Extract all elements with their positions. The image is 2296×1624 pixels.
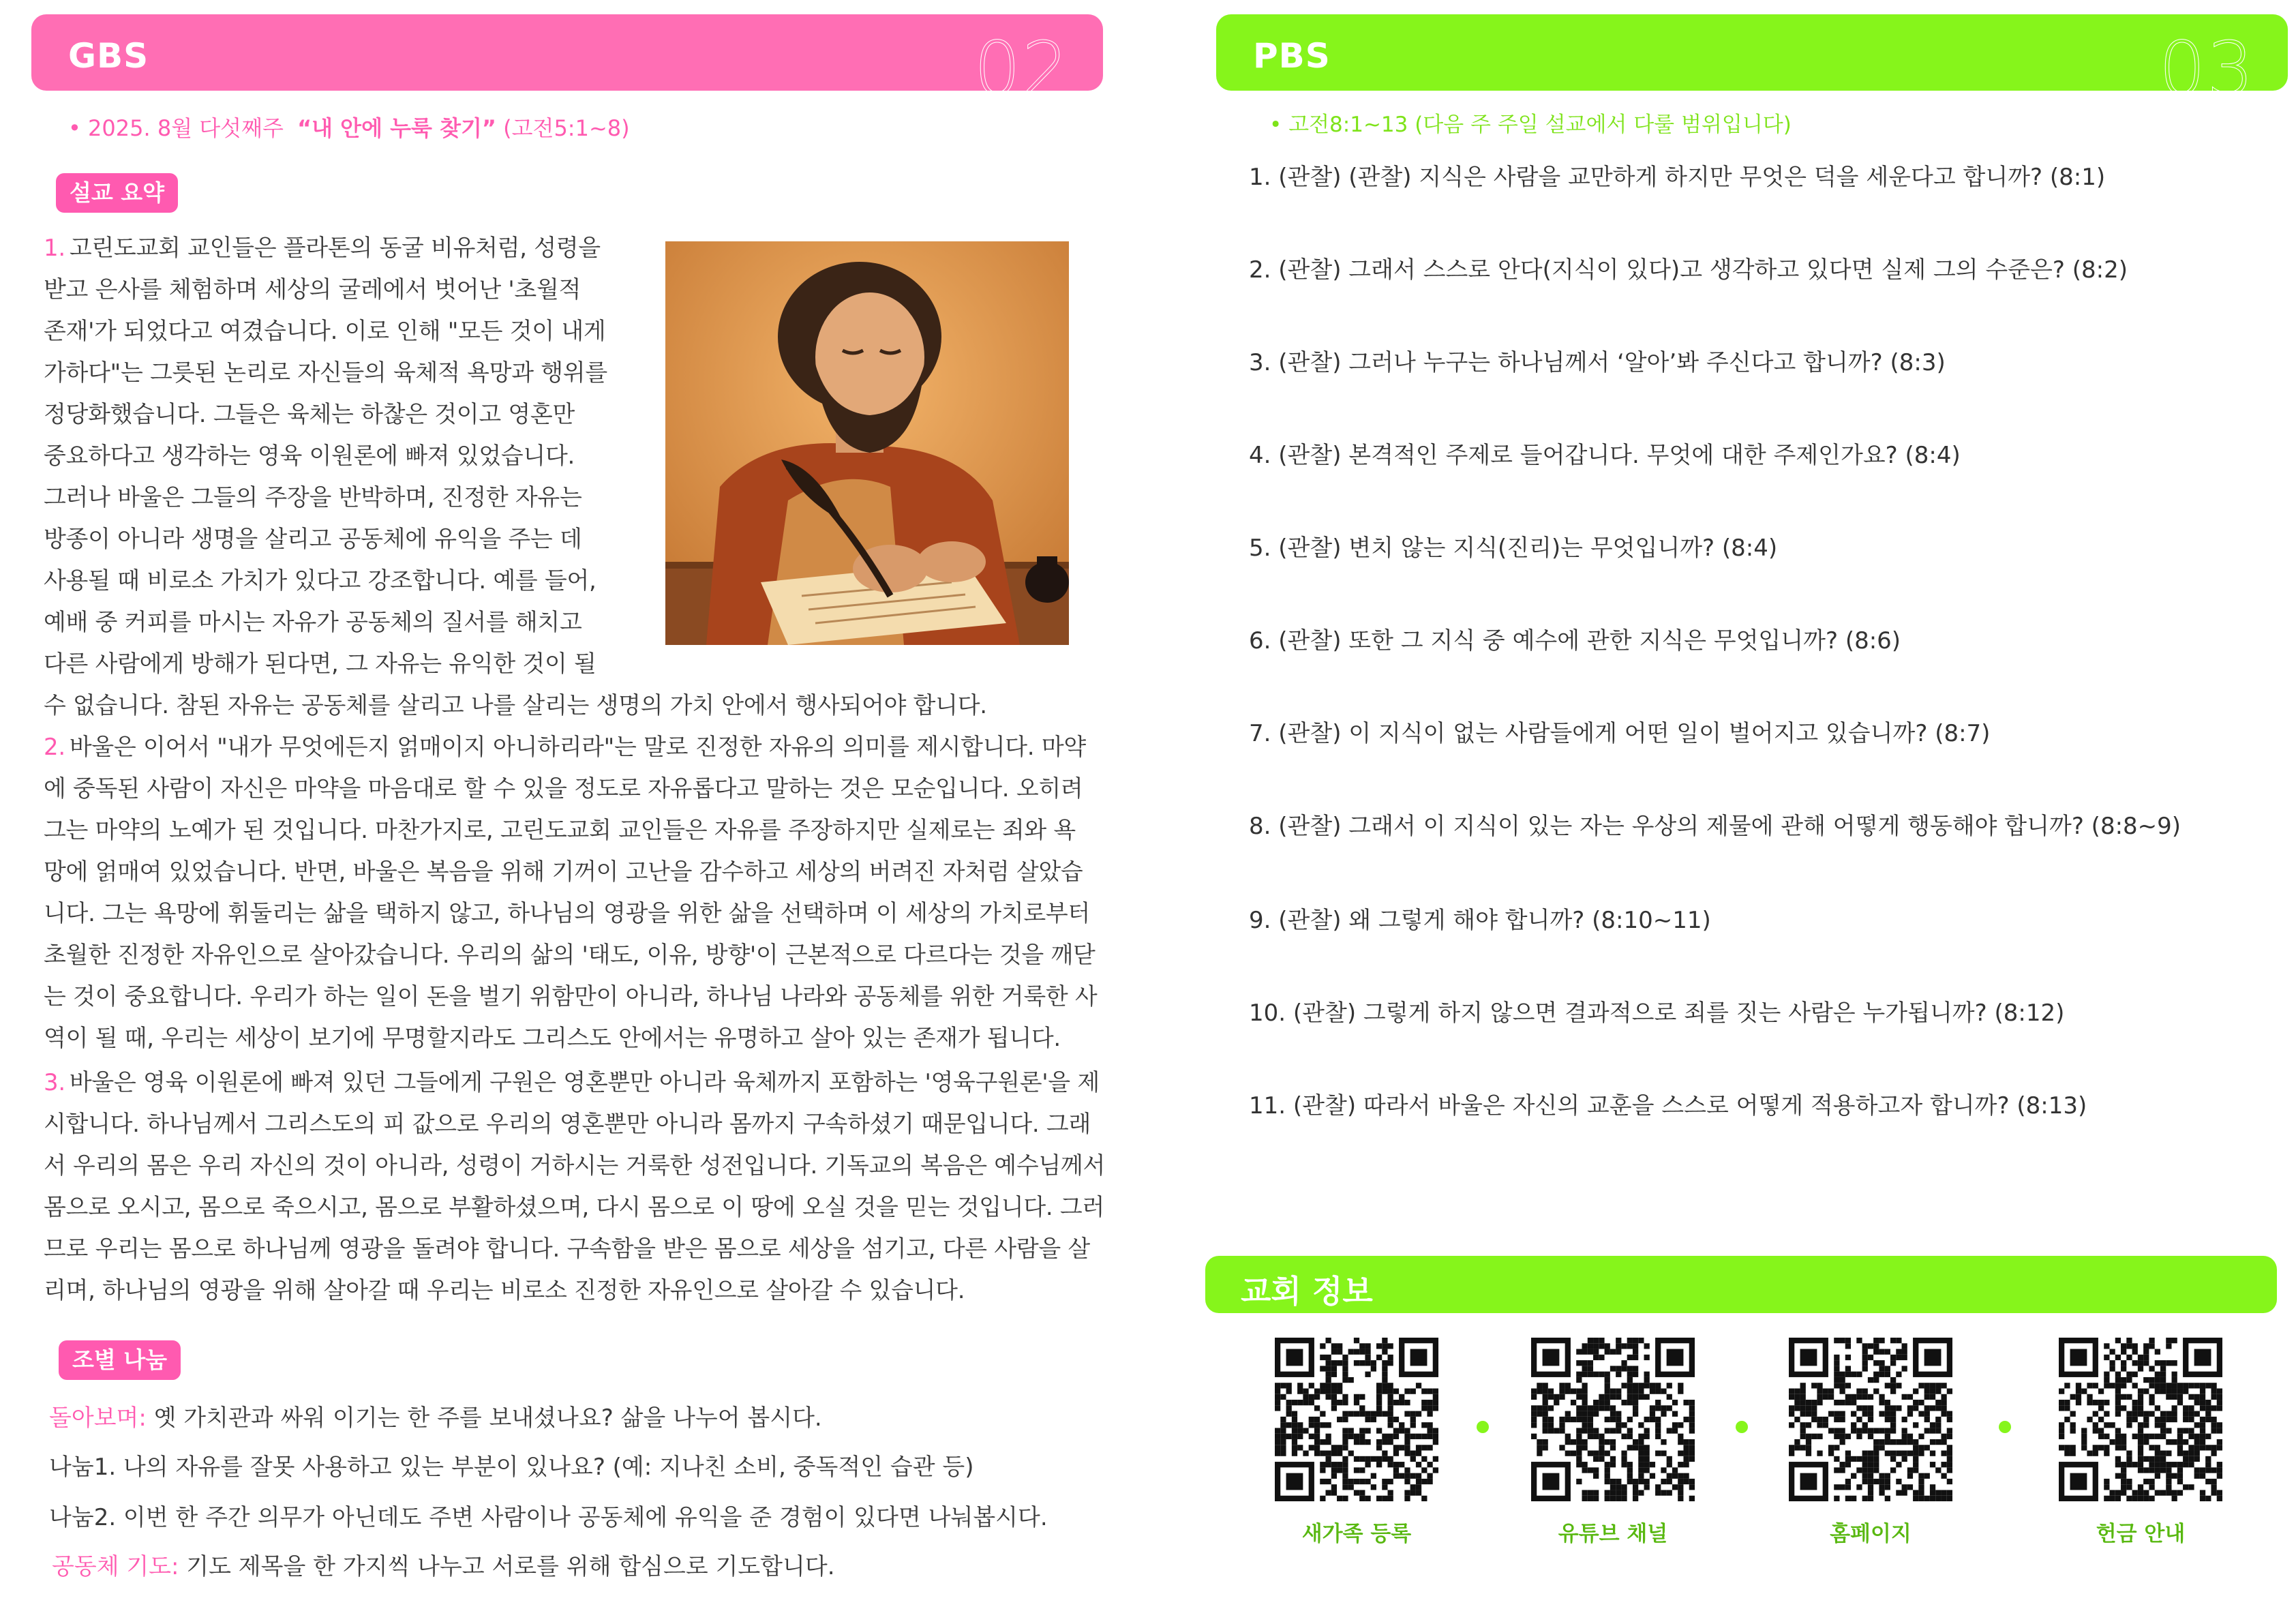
text-line: 방종이 아니라 생명을 살리고 공동체에 유익을 주는 데: [44, 526, 582, 553]
pbs-question: 4. (관찰) 본격적인 주제로 들어갑니다. 무엇에 대한 주제인가요? (8:4): [1249, 442, 1961, 469]
apostle-writing-illustration: [665, 241, 1069, 645]
text-line: 바울은 이어서 "내가 무엇에든지 얽매이지 아니하리라"는 말로 진정한 자유의 의미를 제시합니다. 마약: [69, 734, 1086, 761]
sermon-title: “내 안에 누룩 찾기”: [297, 115, 496, 141]
text-line: 역이 될 때, 우리는 세상이 보기에 무명할지라도 그리스도 안에서는 유명하고 살아 있는 존재가 됩니다.: [44, 1025, 1061, 1052]
gbs-header: [31, 14, 1103, 112]
pbs-question: 9. (관찰) 왜 그렇게 해야 합니까? (8:10~11): [1249, 907, 1711, 934]
paragraph-number: 1.: [44, 235, 65, 262]
text-line: 다른 사람에게 방해가 된다면, 그 자유는 유익한 것이 될: [44, 650, 596, 678]
pbs-question: 6. (관찰) 또한 그 지식 중 예수에 관한 지식은 무엇입니까? (8:6): [1249, 627, 1901, 655]
qr-offering[interactable]: [2052, 1338, 2229, 1547]
look-back-text: 옛 가치관과 싸워 이기는 한 주를 보내셨나요? 삶을 나누어 봅시다.: [146, 1404, 822, 1432]
bullet: •: [1269, 112, 1282, 137]
text-line: 가하다"는 그릇된 논리로 자신들의 육체적 욕망과 행위를: [44, 359, 607, 387]
pbs-question: 7. (관찰) 이 지식이 없는 사람들에게 어떤 일이 벌어지고 있습니까? (8:7): [1249, 720, 1991, 747]
pbs-question: 1. (관찰) (관찰) 지식은 사람을 교만하게 하지만 무엇은 덕을 세운다고 합니까? (8:1): [1249, 164, 2106, 191]
share-question-1: 나눔1. 나의 자유를 잘못 사용하고 있는 부분이 있나요? (예: 지나친 소비, 중독적인 습관 등): [49, 1454, 974, 1481]
qr-label: 홈페이지: [1830, 1522, 1912, 1546]
gbs-accent-line: [68, 87, 134, 91]
text-line: 는 것이 중요합니다. 우리가 하는 일이 돈을 벌기 위함만이 아니라, 하나님 나라와 공동체를 위한 거룩한 사: [44, 983, 1098, 1010]
pbs-question: 11. (관찰) 따라서 바울은 자신의 교훈을 스스로 어떻게 적용하고자 합니까? (8:13): [1249, 1092, 2087, 1119]
sermon-reference: (고전5:1~8): [503, 115, 630, 141]
qr-new-family[interactable]: [1268, 1338, 1445, 1547]
share-look-back: [49, 1399, 822, 1432]
text-line: 존재'가 되었다고 여겼습니다. 이로 인해 "모든 것이 내게: [44, 318, 606, 345]
text-line: 므로 우리는 몸으로 하나님께 영광을 돌려야 합니다. 구속함을 받은 몸으로 세상을 섬기고, 다른 사람을 살: [44, 1235, 1090, 1263]
pbs-page-number: 03: [2158, 27, 2255, 112]
sermon-date: 2025. 8월 다섯째주: [88, 115, 284, 141]
pbs-question: 8. (관찰) 그래서 이 지식이 있는 자는 우상의 제물에 관해 어떻게 행동해야 합니까? (8:8~9): [1249, 813, 2181, 840]
paragraph-number: 3.: [44, 1069, 65, 1096]
qr-label: 헌금 안내: [2096, 1522, 2186, 1546]
pbs-accent-line: [1253, 87, 1318, 91]
separator-dot: [1999, 1421, 2011, 1433]
prayer-text: 기도 제목을 한 가지씩 나누고 서로를 위해 합심으로 기도합니다.: [179, 1553, 835, 1580]
pbs-question: 5. (관찰) 변치 않는 지식(진리)는 무엇입니까? (8:4): [1249, 535, 1778, 562]
text-line: 몸으로 오시고, 몸으로 죽으시고, 몸으로 부활하셨으며, 다시 몸으로 이 땅에 오실 것을 믿는 것입니다. 그러: [44, 1194, 1104, 1221]
church-info-title: 교회 정보: [1241, 1273, 1373, 1310]
pbs-question: 3. (관찰) 그러나 누구는 하나님께서 ‘알아’봐 주신다고 합니까? (8:3): [1249, 349, 1946, 376]
qr-code-icon[interactable]: [1531, 1338, 1695, 1501]
text-line: 정당화했습니다. 그들은 육체는 하찮은 것이고 영혼만: [44, 401, 575, 428]
summary-paragraph-2: [44, 727, 1097, 1059]
text-line: 고린도교회 교인들은 플라톤의 동굴 비유처럼, 성령을: [69, 235, 601, 262]
text-line: 니다. 그는 욕망에 휘둘리는 삶을 택하지 않고, 하나님의 영광을 위한 삶을 선택하며 이 세상의 가치로부터: [44, 900, 1090, 927]
qr-label: 새가족 등록: [1301, 1522, 1412, 1546]
text-line: 초월한 진정한 자유인으로 살아갔습니다. 우리의 삶의 '태도, 이유, 방향'이 근본적으로 다르다는 것을 깨닫: [44, 942, 1096, 969]
pbs-subline: [1269, 107, 1792, 138]
separator-dot: [1477, 1421, 1489, 1433]
text-line: 받고 은사를 체험하며 세상의 굴레에서 벗어난 '초월적: [44, 276, 581, 303]
share-label: 조별 나눔: [59, 1340, 181, 1380]
pbs-question: 10. (관찰) 그렇게 하지 않으면 결과적으로 죄를 짓는 사람은 누가됩니까? (8:12): [1249, 999, 2065, 1027]
gbs-title: GBS: [68, 36, 149, 76]
qr-code-icon[interactable]: [1275, 1338, 1438, 1501]
prayer-label: 공동체 기도:: [52, 1553, 179, 1580]
bullet: •: [68, 115, 81, 141]
text-line: 시합니다. 하나님께서 그리스도의 피 값으로 우리의 영혼뿐만 아니라 몸까지 구속하셨기 때문입니다. 그래: [44, 1111, 1091, 1138]
pbs-header: [1216, 14, 2288, 112]
text-line: 그는 마약의 노예가 된 것입니다. 마찬가지로, 고린도교회 교인들은 자유를 주장하지만 실제로는 죄와 욕: [44, 817, 1076, 844]
summary-label: 설교 요약: [56, 173, 178, 213]
text-line: 리며, 하나님의 영광을 위해 살아갈 때 우리는 비로소 진정한 자유인으로 살아갈 수 있습니다.: [44, 1277, 965, 1304]
text-line: 에 중독된 사람이 자신은 마약을 마음대로 할 수 있을 정도로 자유롭다고 말하는 것은 모순입니다. 오히려: [44, 775, 1083, 802]
qr-youtube[interactable]: [1524, 1338, 1702, 1547]
paragraph-number: 2.: [44, 734, 65, 761]
share-question-2: 나눔2. 이번 한 주간 의무가 아닌데도 주변 사람이나 공동체에 유익을 준 경험이 있다면 나눠봅시다.: [49, 1504, 1048, 1531]
share-prayer: [52, 1548, 835, 1581]
qr-code-icon[interactable]: [1789, 1338, 1952, 1501]
qr-label: 유튜브 채널: [1558, 1522, 1668, 1546]
text-line: 바울은 영육 이원론에 빠져 있던 그들에게 구원은 영혼뿐만 아니라 육체까지 포함하는 '영육구원론'을 제: [69, 1069, 1100, 1096]
text-line: 망에 얽매여 있었습니다. 반면, 바울은 복음을 위해 기꺼이 고난을 감수하고 세상의 버려진 자처럼 살았습: [44, 858, 1083, 886]
text-line: 서 우리의 몸은 우리 자신의 것이 아니라, 성령이 거하시는 거룩한 성전입니다. 기독교의 복음은 예수님께서: [44, 1152, 1106, 1179]
pbs-range: 고전8:1~13 (다음 주 주일 설교에서 다룰 범위입니다): [1288, 112, 1792, 137]
text-line: 그러나 바울은 그들의 주장을 반박하며, 진정한 자유는: [44, 484, 582, 511]
qr-homepage[interactable]: [1782, 1338, 1959, 1547]
gbs-subline: [68, 111, 630, 142]
text-line: 사용될 때 비로소 가치가 있다고 강조합니다. 예를 들어,: [44, 567, 596, 595]
church-info-header: [1205, 1256, 2277, 1313]
text-line: 중요하다고 생각하는 영육 이원론에 빠져 있었습니다.: [44, 442, 575, 470]
pbs-question: 2. (관찰) 그래서 스스로 안다(지식이 있다)고 생각하고 있다면 실제 그의 수준은? (8:2): [1249, 256, 2128, 284]
qr-code-icon[interactable]: [2059, 1338, 2222, 1501]
gbs-page-number: 02: [973, 27, 1070, 112]
separator-dot: [1736, 1421, 1748, 1433]
look-back-label: 돌아보며:: [49, 1404, 147, 1432]
text-line: 예배 중 커피를 마시는 자유가 공동체의 질서를 해치고: [44, 609, 582, 636]
summary-paragraph-3: [44, 1062, 1105, 1312]
text-line: 수 없습니다. 참된 자유는 공동체를 살리고 나를 살리는 생명의 가치 안에서 행사되어야 합니다.: [44, 692, 987, 719]
pbs-title: PBS: [1253, 36, 1331, 76]
